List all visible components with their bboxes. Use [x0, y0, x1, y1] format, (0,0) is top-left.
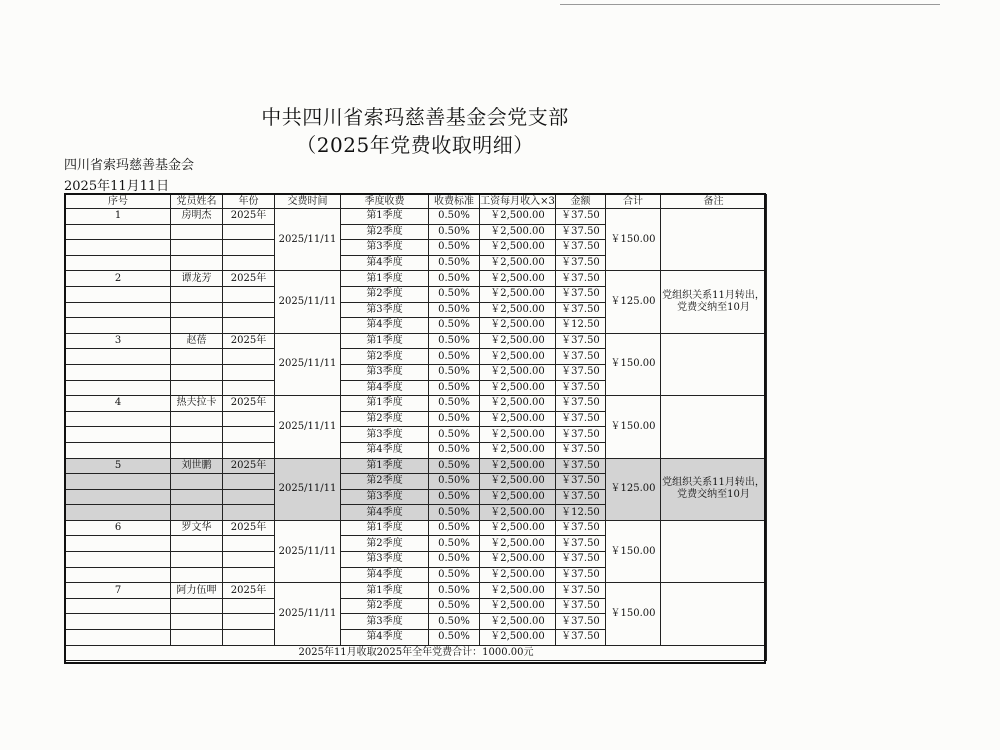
- fee-rate: 0.50%: [429, 583, 480, 599]
- quarter-label: 第1季度: [341, 458, 429, 474]
- member-number: 1: [66, 209, 171, 225]
- table-body: [66, 209, 767, 646]
- quarter-amount: ￥37.50: [556, 333, 606, 349]
- empty-cell: [223, 536, 275, 552]
- fee-rate: 0.50%: [429, 614, 480, 630]
- member-number: 3: [66, 333, 171, 349]
- quarter-label: 第3季度: [341, 302, 429, 318]
- fee-rate: 0.50%: [429, 396, 480, 412]
- member-note: [661, 520, 767, 582]
- quarter-label: 第2季度: [341, 349, 429, 365]
- quarter-amount: ￥37.50: [556, 536, 606, 552]
- fee-rate: 0.50%: [429, 318, 480, 334]
- empty-cell: [66, 442, 171, 458]
- member-year: 2025年: [223, 209, 275, 225]
- quarter-label: 第1季度: [341, 396, 429, 412]
- member-total: ￥150.00: [606, 209, 661, 271]
- empty-cell: [171, 567, 223, 583]
- quarter-label: 第2季度: [341, 536, 429, 552]
- quarter-amount: ￥12.50: [556, 505, 606, 521]
- monthly-salary: ￥2,500.00: [480, 505, 556, 521]
- quarter-amount: ￥37.50: [556, 598, 606, 614]
- column-header: 合计: [606, 195, 661, 209]
- quarter-label: 第4季度: [341, 318, 429, 334]
- member-year: 2025年: [223, 271, 275, 287]
- fee-rate: 0.50%: [429, 489, 480, 505]
- member-name: 谭龙芳: [171, 271, 223, 287]
- member-year: 2025年: [223, 583, 275, 599]
- monthly-salary: ￥2,500.00: [480, 271, 556, 287]
- quarter-amount: ￥37.50: [556, 364, 606, 380]
- monthly-salary: ￥2,500.00: [480, 224, 556, 240]
- quarter-label: 第3季度: [341, 364, 429, 380]
- monthly-salary: ￥2,500.00: [480, 630, 556, 646]
- empty-cell: [66, 567, 171, 583]
- fee-rate: 0.50%: [429, 255, 480, 271]
- empty-cell: [66, 614, 171, 630]
- fee-rate: 0.50%: [429, 240, 480, 256]
- quarter-label: 第4季度: [341, 380, 429, 396]
- quarter-label: 第3季度: [341, 552, 429, 568]
- payment-date: 2025/11/11: [275, 583, 341, 645]
- quarter-amount: ￥37.50: [556, 240, 606, 256]
- table-row: [66, 209, 767, 225]
- member-name: 热夫拉卡: [171, 396, 223, 412]
- quarter-label: 第3季度: [341, 614, 429, 630]
- empty-cell: [171, 474, 223, 490]
- empty-cell: [171, 286, 223, 302]
- empty-cell: [223, 614, 275, 630]
- empty-cell: [171, 614, 223, 630]
- monthly-salary: ￥2,500.00: [480, 614, 556, 630]
- quarter-label: 第1季度: [341, 333, 429, 349]
- quarter-amount: ￥37.50: [556, 224, 606, 240]
- empty-cell: [171, 240, 223, 256]
- member-total: ￥150.00: [606, 396, 661, 458]
- empty-cell: [66, 598, 171, 614]
- column-header: 收费标准: [429, 195, 480, 209]
- quarter-amount: ￥37.50: [556, 396, 606, 412]
- member-name: 赵蓓: [171, 333, 223, 349]
- column-header: 备注: [661, 195, 767, 209]
- member-number: 6: [66, 520, 171, 536]
- table-footer-row: [66, 645, 767, 661]
- payment-date: 2025/11/11: [275, 520, 341, 582]
- document-subtitle: （2025年党费收取明细）: [296, 133, 534, 157]
- quarter-label: 第2季度: [341, 286, 429, 302]
- payment-date: 2025/11/11: [275, 458, 341, 520]
- empty-cell: [66, 224, 171, 240]
- table-row: [66, 271, 767, 287]
- fee-rate: 0.50%: [429, 474, 480, 490]
- document-title: 中共四川省索玛慈善基金会党支部: [261, 105, 569, 129]
- quarter-amount: ￥37.50: [556, 489, 606, 505]
- empty-cell: [223, 349, 275, 365]
- fee-rate: 0.50%: [429, 536, 480, 552]
- quarter-label: 第2季度: [341, 224, 429, 240]
- fee-rate: 0.50%: [429, 411, 480, 427]
- table-header-row: [66, 195, 767, 209]
- member-name: 刘世鹏: [171, 458, 223, 474]
- quarter-amount: ￥37.50: [556, 614, 606, 630]
- monthly-salary: ￥2,500.00: [480, 442, 556, 458]
- table-row: [66, 583, 767, 599]
- empty-cell: [171, 505, 223, 521]
- quarter-amount: ￥37.50: [556, 583, 606, 599]
- empty-cell: [171, 630, 223, 646]
- monthly-salary: ￥2,500.00: [480, 333, 556, 349]
- empty-cell: [223, 286, 275, 302]
- monthly-salary: ￥2,500.00: [480, 552, 556, 568]
- quarter-label: 第4季度: [341, 567, 429, 583]
- monthly-salary: ￥2,500.00: [480, 209, 556, 225]
- empty-cell: [171, 224, 223, 240]
- member-name: 阿力伍呷: [171, 583, 223, 599]
- monthly-salary: ￥2,500.00: [480, 364, 556, 380]
- monthly-salary: ￥2,500.00: [480, 536, 556, 552]
- empty-cell: [171, 411, 223, 427]
- monthly-salary: ￥2,500.00: [480, 427, 556, 443]
- quarter-label: 第2季度: [341, 598, 429, 614]
- quarter-label: 第2季度: [341, 474, 429, 490]
- member-number: 5: [66, 458, 171, 474]
- fee-rate: 0.50%: [429, 224, 480, 240]
- payment-date: 2025/11/11: [275, 396, 341, 458]
- quarter-amount: ￥37.50: [556, 302, 606, 318]
- quarter-amount: ￥37.50: [556, 474, 606, 490]
- fee-rate: 0.50%: [429, 333, 480, 349]
- column-header: 党员姓名: [171, 195, 223, 209]
- monthly-salary: ￥2,500.00: [480, 474, 556, 490]
- payment-date: 2025/11/11: [275, 271, 341, 333]
- member-note: [661, 583, 767, 645]
- column-header: 季度收费: [341, 195, 429, 209]
- quarter-amount: ￥37.50: [556, 349, 606, 365]
- table-row: [66, 396, 767, 412]
- empty-cell: [223, 427, 275, 443]
- member-number: 2: [66, 271, 171, 287]
- member-year: 2025年: [223, 396, 275, 412]
- empty-cell: [171, 349, 223, 365]
- empty-cell: [171, 598, 223, 614]
- monthly-salary: ￥2,500.00: [480, 240, 556, 256]
- monthly-salary: ￥2,500.00: [480, 520, 556, 536]
- document-date: 2025年11月11日: [64, 179, 170, 194]
- empty-cell: [223, 598, 275, 614]
- monthly-salary: ￥2,500.00: [480, 302, 556, 318]
- quarter-amount: ￥37.50: [556, 458, 606, 474]
- quarter-label: 第1季度: [341, 271, 429, 287]
- fee-rate: 0.50%: [429, 364, 480, 380]
- quarter-label: 第1季度: [341, 583, 429, 599]
- member-number: 7: [66, 583, 171, 599]
- fee-rate: 0.50%: [429, 442, 480, 458]
- member-name: 罗文华: [171, 520, 223, 536]
- quarter-amount: ￥37.50: [556, 552, 606, 568]
- empty-cell: [66, 380, 171, 396]
- empty-cell: [171, 318, 223, 334]
- quarter-label: 第4季度: [341, 255, 429, 271]
- empty-cell: [66, 364, 171, 380]
- fee-rate: 0.50%: [429, 567, 480, 583]
- member-total: ￥150.00: [606, 520, 661, 582]
- member-note: 党组织关系11月转出，党费交纳至10月: [661, 458, 767, 520]
- empty-cell: [66, 505, 171, 521]
- member-year: 2025年: [223, 333, 275, 349]
- monthly-salary: ￥2,500.00: [480, 380, 556, 396]
- monthly-salary: ￥2,500.00: [480, 286, 556, 302]
- fee-rate: 0.50%: [429, 302, 480, 318]
- empty-cell: [171, 489, 223, 505]
- monthly-salary: ￥2,500.00: [480, 598, 556, 614]
- fee-rate: 0.50%: [429, 505, 480, 521]
- empty-cell: [66, 489, 171, 505]
- quarter-label: 第4季度: [341, 630, 429, 646]
- column-header: 年份: [223, 195, 275, 209]
- quarter-amount: ￥12.50: [556, 318, 606, 334]
- empty-cell: [171, 536, 223, 552]
- empty-cell: [66, 536, 171, 552]
- empty-cell: [66, 630, 171, 646]
- fee-rate: 0.50%: [429, 349, 480, 365]
- member-total: ￥150.00: [606, 333, 661, 395]
- empty-cell: [223, 505, 275, 521]
- fee-rate: 0.50%: [429, 209, 480, 225]
- quarter-amount: ￥37.50: [556, 567, 606, 583]
- column-header: 交费时间: [275, 195, 341, 209]
- empty-cell: [223, 630, 275, 646]
- quarter-amount: ￥37.50: [556, 427, 606, 443]
- member-number: 4: [66, 396, 171, 412]
- quarter-amount: ￥37.50: [556, 255, 606, 271]
- table-row: [66, 458, 767, 474]
- empty-cell: [171, 552, 223, 568]
- empty-cell: [171, 442, 223, 458]
- monthly-salary: ￥2,500.00: [480, 567, 556, 583]
- monthly-salary: ￥2,500.00: [480, 396, 556, 412]
- empty-cell: [223, 489, 275, 505]
- monthly-salary: ￥2,500.00: [480, 318, 556, 334]
- column-header: 序号: [66, 195, 171, 209]
- empty-cell: [223, 240, 275, 256]
- member-total: ￥150.00: [606, 583, 661, 645]
- monthly-salary: ￥2,500.00: [480, 349, 556, 365]
- empty-cell: [223, 302, 275, 318]
- empty-cell: [66, 302, 171, 318]
- empty-cell: [66, 349, 171, 365]
- empty-cell: [223, 318, 275, 334]
- empty-cell: [223, 224, 275, 240]
- column-header: 工资每月收入×3: [480, 195, 555, 207]
- empty-cell: [223, 364, 275, 380]
- fee-rate: 0.50%: [429, 286, 480, 302]
- fee-rate: 0.50%: [429, 598, 480, 614]
- quarter-amount: ￥37.50: [556, 520, 606, 536]
- table-row: [66, 520, 767, 536]
- empty-cell: [223, 411, 275, 427]
- quarter-amount: ￥37.50: [556, 209, 606, 225]
- empty-cell: [171, 427, 223, 443]
- quarter-label: 第3季度: [341, 427, 429, 443]
- member-name: 房明杰: [171, 209, 223, 225]
- empty-cell: [171, 364, 223, 380]
- empty-cell: [66, 318, 171, 334]
- organization-name: 四川省索玛慈善基金会: [64, 158, 195, 173]
- empty-cell: [171, 255, 223, 271]
- monthly-salary: ￥2,500.00: [480, 583, 556, 599]
- quarter-label: 第2季度: [341, 411, 429, 427]
- monthly-salary: ￥2,500.00: [480, 411, 556, 427]
- quarter-amount: ￥37.50: [556, 271, 606, 287]
- fee-rate: 0.50%: [429, 427, 480, 443]
- empty-cell: [223, 255, 275, 271]
- empty-cell: [66, 552, 171, 568]
- monthly-salary: ￥2,500.00: [480, 489, 556, 505]
- fee-rate: 0.50%: [429, 630, 480, 646]
- fee-rate: 0.50%: [429, 380, 480, 396]
- column-header: 金额: [556, 195, 606, 209]
- quarter-amount: ￥37.50: [556, 411, 606, 427]
- empty-cell: [66, 474, 171, 490]
- member-year: 2025年: [223, 458, 275, 474]
- fee-rate: 0.50%: [429, 552, 480, 568]
- member-note: [661, 333, 767, 395]
- fee-rate: 0.50%: [429, 520, 480, 536]
- empty-cell: [66, 255, 171, 271]
- scan-edge-line: [560, 4, 940, 5]
- party-fee-table: [65, 194, 767, 661]
- quarter-label: 第1季度: [341, 209, 429, 225]
- quarter-label: 第1季度: [341, 520, 429, 536]
- empty-cell: [223, 442, 275, 458]
- empty-cell: [66, 286, 171, 302]
- empty-cell: [66, 240, 171, 256]
- quarter-amount: ￥37.50: [556, 380, 606, 396]
- member-year: 2025年: [223, 520, 275, 536]
- empty-cell: [223, 380, 275, 396]
- quarter-amount: ￥37.50: [556, 630, 606, 646]
- empty-cell: [223, 567, 275, 583]
- quarter-label: 第4季度: [341, 442, 429, 458]
- member-note: 党组织关系11月转出，党费交纳至10月: [661, 271, 767, 333]
- empty-cell: [171, 380, 223, 396]
- quarter-label: 第3季度: [341, 240, 429, 256]
- quarter-label: 第4季度: [341, 505, 429, 521]
- quarter-label: 第3季度: [341, 489, 429, 505]
- fee-rate: 0.50%: [429, 271, 480, 287]
- monthly-salary: ￥2,500.00: [480, 255, 556, 271]
- member-total: ￥125.00: [606, 271, 661, 333]
- empty-cell: [66, 427, 171, 443]
- table-row: [66, 333, 767, 349]
- member-note: [661, 209, 767, 271]
- member-total: ￥125.00: [606, 458, 661, 520]
- empty-cell: [66, 411, 171, 427]
- empty-cell: [171, 302, 223, 318]
- quarter-amount: ￥37.50: [556, 442, 606, 458]
- member-note: [661, 396, 767, 458]
- quarter-amount: ￥37.50: [556, 286, 606, 302]
- monthly-salary: ￥2,500.00: [480, 458, 556, 474]
- empty-cell: [223, 552, 275, 568]
- empty-cell: [223, 474, 275, 490]
- payment-date: 2025/11/11: [275, 333, 341, 395]
- annual-total-summary: 2025年11月收取2025年全年党费合计：1000.00元: [66, 645, 767, 661]
- payment-date: 2025/11/11: [275, 209, 341, 271]
- fee-rate: 0.50%: [429, 458, 480, 474]
